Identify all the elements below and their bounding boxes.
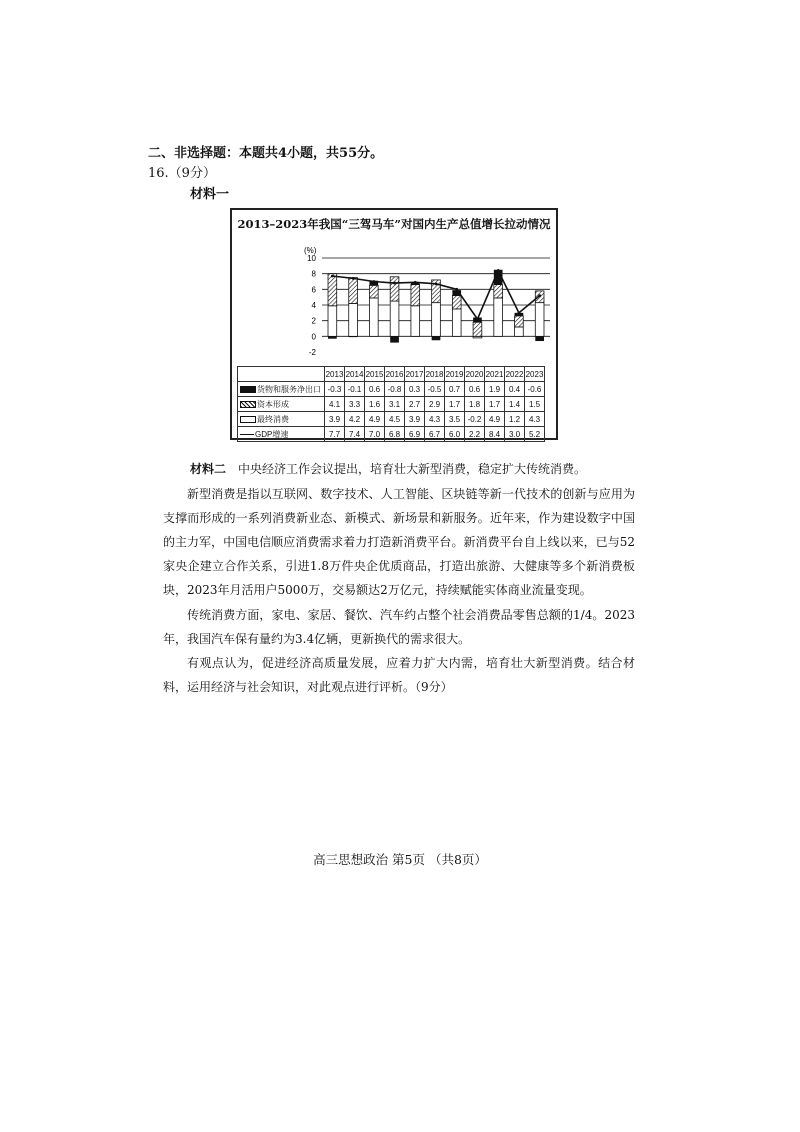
capital-bar [515, 316, 524, 327]
capital-bar [390, 277, 399, 301]
year-cell: 2016 [385, 367, 405, 382]
year-cell: 2020 [465, 367, 485, 382]
table-cell: -0.1 [345, 382, 365, 397]
legend-capital: 资本形成 [238, 397, 325, 412]
question-prompt: 有观点认为，促进经济高质量发展，应着力扩大内需，培育壮大新型消费。结合材料，运用经济与社会知识，对此观点进行评析。（9分） [163, 656, 635, 694]
year-cell: 2023 [525, 367, 545, 382]
capital-bar [494, 285, 503, 298]
table-cell: 0.4 [505, 382, 525, 397]
net-export-bar [535, 336, 544, 341]
table-cell: -0.2 [465, 412, 485, 427]
capital-swatch [240, 401, 256, 408]
table-cell: 5.2 [525, 427, 545, 442]
y-tick-label: -2 [308, 348, 316, 357]
material2-label: 材料二 [190, 462, 227, 476]
table-cell: 3.9 [325, 412, 345, 427]
table-row-gdp [238, 427, 545, 442]
table-cell: 6.8 [385, 427, 405, 442]
chart-figure [230, 208, 558, 440]
capital-bar [473, 322, 482, 336]
table-cell: -0.8 [385, 382, 405, 397]
table-cell: 4.1 [325, 397, 345, 412]
gdp-point [352, 277, 355, 280]
y-tick-label: 0 [311, 332, 316, 342]
gdp-point [393, 282, 396, 285]
table-cell: 1.5 [525, 397, 545, 412]
table-cell: 1.8 [465, 397, 485, 412]
question-number: 16.（9分） [148, 166, 216, 181]
capital-bar [452, 296, 461, 309]
gdp-point [476, 318, 479, 321]
table-cell: 0.3 [405, 382, 425, 397]
table-cell: 7.4 [345, 427, 365, 442]
consumption-bar [369, 298, 378, 336]
net-export-bar [432, 336, 441, 340]
table-cell: 3.0 [505, 427, 525, 442]
consumption-bar [515, 327, 524, 336]
net-export-bar [390, 336, 399, 342]
table-cell: 7.7 [325, 427, 345, 442]
y-tick-label: 8 [311, 269, 316, 279]
gdp-point [331, 275, 334, 278]
section-title: 二、非选择题：本题共4小题，共55分。 [148, 146, 384, 161]
net-export-bar [349, 336, 358, 337]
table-cell: 7.0 [365, 427, 385, 442]
y-tick-label: 6 [311, 285, 316, 295]
table-cell: 3.1 [385, 397, 405, 412]
table-cell: 4.3 [425, 412, 445, 427]
material2-heading [190, 460, 586, 477]
gdp-line-swatch [240, 434, 254, 435]
capital-bar [369, 285, 378, 298]
y-axis-label: (%) [304, 246, 317, 255]
material2-lead: 中央经济工作会议提出，培育壮大新型消费，稳定扩大传统消费。 [238, 462, 587, 476]
table-cell: -0.3 [325, 382, 345, 397]
gdp-point [497, 269, 500, 272]
consumption-bar [390, 301, 399, 336]
legend-consumption: 最终消费 [238, 412, 325, 427]
table-cell: 6.0 [445, 427, 465, 442]
page-footer: 高三思想政治 第5页 （共8页） [313, 852, 487, 867]
consumption-bar [349, 303, 358, 336]
year-cell: 2017 [405, 367, 425, 382]
year-cell: 2022 [505, 367, 525, 382]
year-cell: 2019 [445, 367, 465, 382]
consumption-bar [328, 306, 337, 337]
table-cell: 4.9 [485, 412, 505, 427]
consumption-bar [411, 306, 420, 337]
year-cell: 2014 [345, 367, 365, 382]
table-cell: 3.3 [345, 397, 365, 412]
table-cell: 1.9 [485, 382, 505, 397]
year-cell: 2015 [365, 367, 385, 382]
consumption-bar [494, 298, 503, 336]
table-cell: 1.7 [485, 397, 505, 412]
legend-gdp: GDP增速 [238, 427, 325, 442]
table-cell: 1.7 [445, 397, 465, 412]
year-cell: 2013 [325, 367, 345, 382]
chart-data-table [237, 366, 545, 442]
table-cell: 1.2 [505, 412, 525, 427]
consumption-bar [432, 303, 441, 337]
chart-plot [232, 210, 556, 366]
table-cell: 4.9 [365, 412, 385, 427]
table-row-consumption [238, 412, 545, 427]
table-cell: 4.3 [525, 412, 545, 427]
gdp-point [372, 280, 375, 283]
year-cell: 2018 [425, 367, 445, 382]
legend-net-export: 货物和服务净出口 [238, 382, 325, 397]
y-tick-label: 4 [311, 301, 316, 310]
gdp-point [414, 281, 417, 284]
material1-label: 材料一 [190, 187, 230, 202]
y-tick-label: 10 [307, 254, 316, 263]
table-cell: 6.7 [425, 427, 445, 442]
table-cell: 1.4 [505, 397, 525, 412]
capital-bar [411, 285, 420, 306]
table-cell: 0.7 [445, 382, 465, 397]
material2-paragraph-1: 新型消费是指以互联网、数字技术、人工智能、区块链等新一代技术的创新与应用为支撑而形成的一系列消费新业态、新模式、新场景和新服务。近年来，作为建设数字中国的主力军，中国电信顺应消费需求着力打造新消费平台。新消费平台自上线以来，已与52家央企建立合作关系，引进1.8万件央企优质商品，打造出旅游、大健康等多个新消费板块，2023年月活用户5000万，交易额达2万亿元，持续赋能实体商业流量变现。 [163, 487, 635, 597]
consumption-bar [535, 303, 544, 337]
net-export-bar [328, 336, 337, 338]
gdp-point [538, 294, 541, 297]
material2-paragraph-2: 传统消费方面，家电、家居、餐饮、汽车约占整个社会消费品零售总额的1/4。2023年，我国汽车保有量约为3.4亿辆，更新换代的需求很大。 [163, 608, 635, 646]
table-row-net-export [238, 382, 545, 397]
gdp-point [455, 288, 458, 291]
table-corner [238, 367, 325, 382]
table-header-row [238, 367, 545, 382]
table-cell: 2.7 [405, 397, 425, 412]
table-cell: -0.6 [525, 382, 545, 397]
table-row-capital [238, 397, 545, 412]
year-cell: 2021 [485, 367, 505, 382]
table-cell: 1.6 [365, 397, 385, 412]
table-cell: 2.2 [465, 427, 485, 442]
consumption-bar [452, 309, 461, 336]
table-cell: 4.2 [345, 412, 365, 427]
table-cell: -0.5 [425, 382, 445, 397]
table-cell: 3.5 [445, 412, 465, 427]
table-cell: 8.4 [485, 427, 505, 442]
gdp-point [435, 282, 438, 285]
capital-bar [328, 274, 337, 306]
consumption-swatch [240, 416, 256, 423]
y-tick-label: 2 [311, 316, 316, 326]
net-export-swatch [240, 386, 256, 393]
table-cell: 0.6 [465, 382, 485, 397]
chart-title: 2013–2023年我国“三驾马车”对国内生产总值增长拉动情况 [237, 217, 551, 231]
table-cell: 3.9 [405, 412, 425, 427]
table-cell: 6.9 [405, 427, 425, 442]
gdp-point [518, 311, 521, 314]
table-cell: 0.6 [365, 382, 385, 397]
capital-bar [349, 278, 358, 304]
table-cell: 2.9 [425, 397, 445, 412]
table-cell: 4.5 [385, 412, 405, 427]
